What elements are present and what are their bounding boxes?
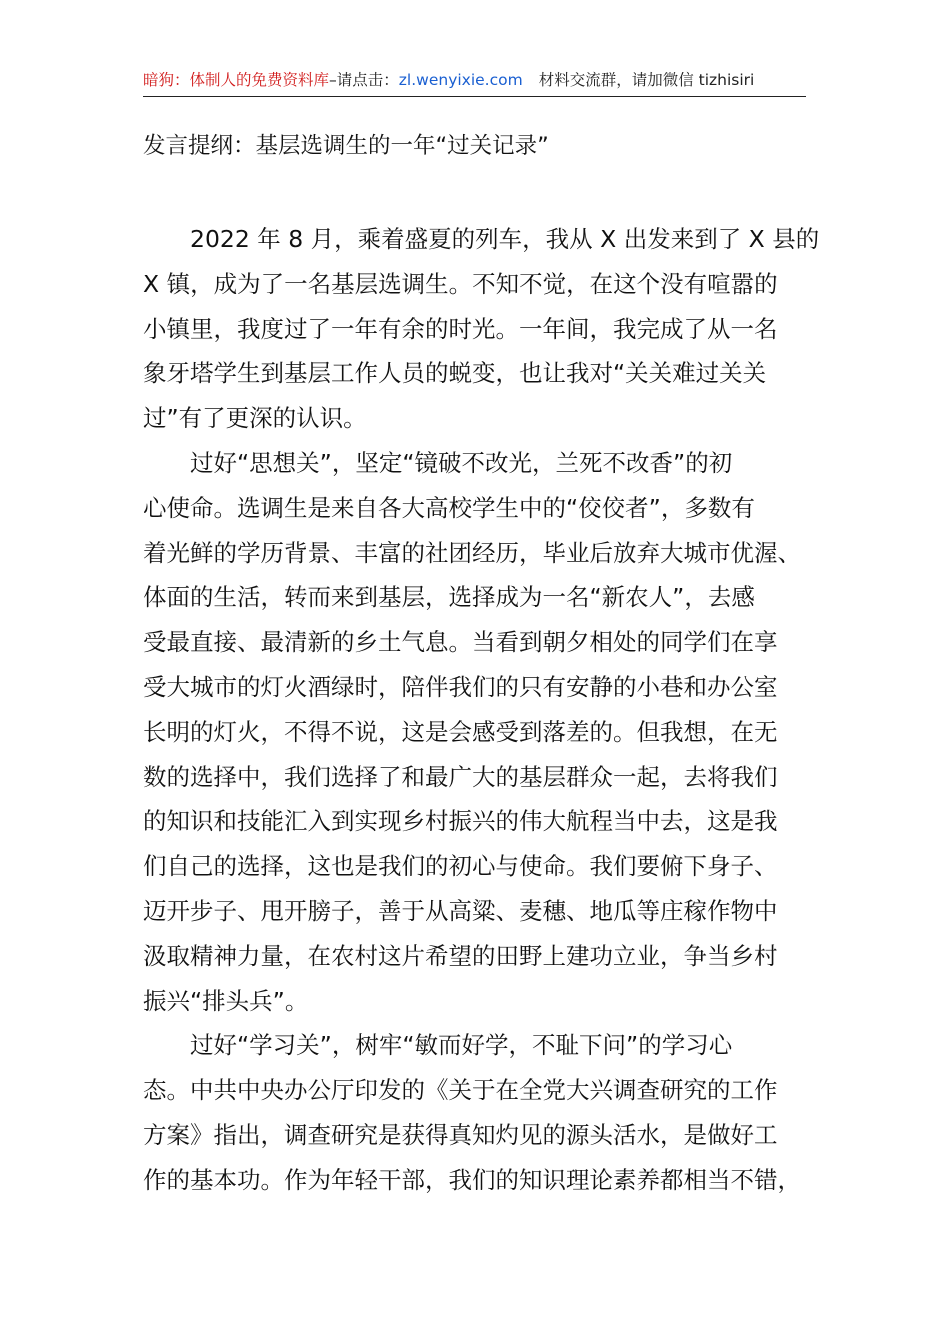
paragraph-line: 着光鲜的学历背景、丰富的社团经历，毕业后放弃大城市优渥、 bbox=[143, 538, 801, 567]
paragraph-line: 态。中共中央办公厅印发的《关于在全党大兴调查研究的工作 bbox=[143, 1076, 778, 1105]
paragraph-line: 们自己的选择，这也是我们的初心与使命。我们要俯下身子、 bbox=[143, 852, 778, 881]
paragraph-line: 的知识和技能汇入到实现乡村振兴的伟大航程当中去，这是我 bbox=[143, 807, 778, 836]
header-group-note: 材料交流群，请加微信 tizhisiri bbox=[538, 71, 755, 89]
paragraph-line: 心使命。选调生是来自各大高校学生中的“佼佼者”，多数有 bbox=[143, 493, 755, 522]
paragraph-1 bbox=[143, 217, 820, 441]
paragraph-line: 体面的生活，转而来到基层，选择成为一名“新农人”，去感 bbox=[143, 583, 755, 612]
paragraph-line: X 镇，成为了一名基层选调生。不知不觉，在这个没有喧嚣的 bbox=[143, 269, 778, 298]
document-body bbox=[143, 217, 820, 1203]
header-brand: 暗狗：体制人的免费资料库 bbox=[143, 71, 330, 89]
paragraph-line: 小镇里，我度过了一年有余的时光。一年间，我完成了从一名 bbox=[143, 314, 778, 343]
header-link[interactable]: zl.wenyixie.com bbox=[398, 71, 523, 89]
paragraph-line: 数的选择中，我们选择了和最广大的基层群众一起，去将我们 bbox=[143, 762, 778, 791]
paragraph-line: 长明的灯火，不得不说，这是会感受到落差的。但我想，在无 bbox=[143, 717, 778, 746]
page-header bbox=[143, 68, 806, 97]
paragraph-2 bbox=[143, 441, 807, 1023]
paragraph-line: 2022 年 8 月，乘着盛夏的列车，我从 X 出发来到了 X 县的 bbox=[190, 225, 820, 253]
paragraph-3 bbox=[143, 1023, 807, 1202]
paragraph-line: 过”有了更深的认识。 bbox=[143, 404, 367, 433]
header-click-label: –请点击： bbox=[329, 71, 399, 89]
paragraph-line: 迈开步子、甩开膀子，善于从高粱、麦穗、地瓜等庄稼作物中 bbox=[143, 896, 778, 925]
paragraph-line: 作的基本功。作为年轻干部，我们的知识理论素养都相当不错， bbox=[143, 1165, 801, 1194]
paragraph-line: 过好“思想关”，坚定“镜破不改光，兰死不改香”的初 bbox=[190, 448, 733, 477]
paragraph-line: 象牙塔学生到基层工作人员的蜕变，也让我对“关关难过关关 bbox=[143, 359, 767, 388]
paragraph-line: 振兴“排头兵”。 bbox=[143, 986, 309, 1015]
paragraph-line: 汲取精神力量，在农村这片希望的田野上建功立业，争当乡村 bbox=[143, 941, 778, 970]
paragraph-line: 受最直接、最清新的乡土气息。当看到朝夕相处的同学们在享 bbox=[143, 628, 778, 657]
document-title: 发言提纲：基层选调生的一年“过关记录” bbox=[143, 133, 549, 159]
paragraph-line: 方案》指出，调查研究是获得真知灼见的源头活水，是做好工 bbox=[143, 1120, 778, 1149]
paragraph-line: 受大城市的灯火酒绿时，陪伴我们的只有安静的小巷和办公室 bbox=[143, 672, 778, 701]
paragraph-line: 过好“学习关”，树牢“敏而好学，不耻下问”的学习心 bbox=[190, 1031, 733, 1060]
